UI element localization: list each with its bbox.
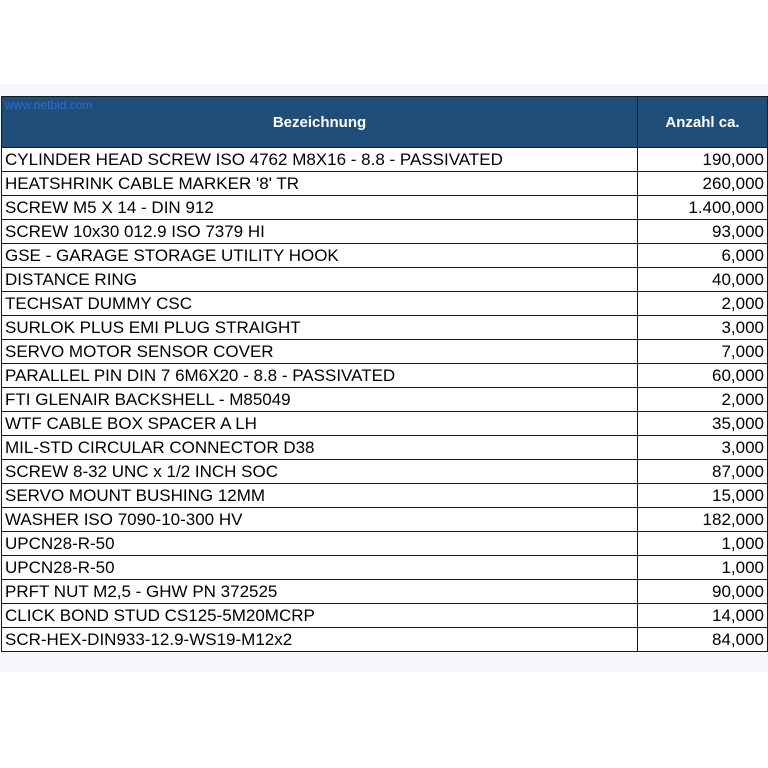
table-row	[2, 364, 768, 388]
cell-description: PRFT NUT M2,5 - GHW PN 372525	[2, 580, 638, 604]
cell-quantity: 2,000	[638, 292, 768, 316]
cell-quantity: 260,000	[638, 172, 768, 196]
table-row	[2, 580, 768, 604]
cell-description: UPCN28-R-50	[2, 556, 638, 580]
cell-quantity: 87,000	[638, 460, 768, 484]
table-row	[2, 148, 768, 172]
cell-description: SERVO MOTOR SENSOR COVER	[2, 340, 638, 364]
table-row	[2, 268, 768, 292]
parts-table	[1, 96, 768, 652]
cell-description: SCR-HEX-DIN933-12.9-WS19-M12x2	[2, 628, 638, 652]
cell-quantity: 40,000	[638, 268, 768, 292]
table-row	[2, 604, 768, 628]
table-row	[2, 556, 768, 580]
cell-quantity: 1.400,000	[638, 196, 768, 220]
cell-description: FTI GLENAIR BACKSHELL - M85049	[2, 388, 638, 412]
cell-quantity: 190,000	[638, 148, 768, 172]
table-row	[2, 628, 768, 652]
table-row	[2, 508, 768, 532]
header-description	[2, 97, 638, 148]
cell-quantity: 182,000	[638, 508, 768, 532]
cell-description: CLICK BOND STUD CS125-5M20MCRP	[2, 604, 638, 628]
cell-description: WTF CABLE BOX SPACER A LH	[2, 412, 638, 436]
table-row	[2, 412, 768, 436]
table-row	[2, 172, 768, 196]
cell-description: HEATSHRINK CABLE MARKER '8' TR	[2, 172, 638, 196]
header-quantity-label: Anzahl ca.	[665, 113, 740, 131]
table-row	[2, 244, 768, 268]
cell-description: SCREW M5 X 14 - DIN 912	[2, 196, 638, 220]
cell-quantity: 14,000	[638, 604, 768, 628]
table-row	[2, 388, 768, 412]
cell-description: SERVO MOUNT BUSHING 12MM	[2, 484, 638, 508]
cell-quantity: 7,000	[638, 340, 768, 364]
cell-description: WASHER ISO 7090-10-300 HV	[2, 508, 638, 532]
table-row	[2, 292, 768, 316]
cell-quantity: 3,000	[638, 436, 768, 460]
cell-quantity: 1,000	[638, 556, 768, 580]
cell-quantity: 6,000	[638, 244, 768, 268]
cell-quantity: 60,000	[638, 364, 768, 388]
cell-quantity: 1,000	[638, 532, 768, 556]
cell-description: DISTANCE RING	[2, 268, 638, 292]
cell-quantity: 84,000	[638, 628, 768, 652]
table-row	[2, 532, 768, 556]
header-quantity	[638, 97, 768, 148]
cell-description: SCREW 10x30 012.9 ISO 7379 HI	[2, 220, 638, 244]
cell-description: UPCN28-R-50	[2, 532, 638, 556]
cell-description: TECHSAT DUMMY CSC	[2, 292, 638, 316]
watermark-text: www.netbid.com	[5, 98, 93, 112]
cell-quantity: 35,000	[638, 412, 768, 436]
cell-description: MIL-STD CIRCULAR CONNECTOR D38	[2, 436, 638, 460]
cell-quantity: 2,000	[638, 388, 768, 412]
table-row	[2, 316, 768, 340]
table-row	[2, 436, 768, 460]
table-row	[2, 196, 768, 220]
table-row	[2, 460, 768, 484]
table-row	[2, 484, 768, 508]
header-description-label: Bezeichnung	[272, 113, 367, 131]
cell-description: GSE - GARAGE STORAGE UTILITY HOOK	[2, 244, 638, 268]
cell-quantity: 3,000	[638, 316, 768, 340]
cell-quantity: 90,000	[638, 580, 768, 604]
table-row	[2, 340, 768, 364]
cell-quantity: 15,000	[638, 484, 768, 508]
table-header-row	[2, 97, 768, 148]
table-row	[2, 220, 768, 244]
cell-description: SURLOK PLUS EMI PLUG STRAIGHT	[2, 316, 638, 340]
table-body	[2, 148, 768, 652]
cell-quantity: 93,000	[638, 220, 768, 244]
cell-description: CYLINDER HEAD SCREW ISO 4762 M8X16 - 8.8 - PASSIVATED	[2, 148, 638, 172]
cell-description: SCREW 8-32 UNC x 1/2 INCH SOC	[2, 460, 638, 484]
cell-description: PARALLEL PIN DIN 7 6M6X20 - 8.8 - PASSIVATED	[2, 364, 638, 388]
